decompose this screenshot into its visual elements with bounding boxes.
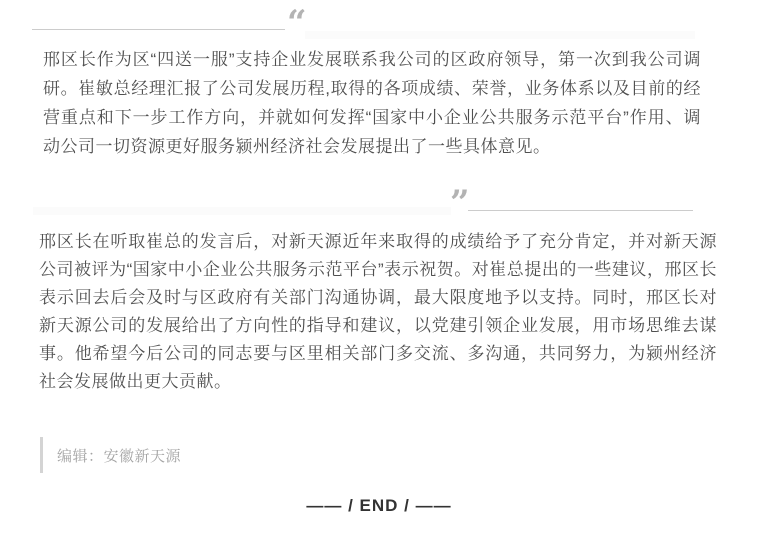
editor-accent-bar: [40, 437, 43, 473]
quote-bottom-faint-band: [33, 207, 451, 215]
quote-top-divider-line: [32, 29, 285, 30]
close-quote-icon: ”: [450, 183, 468, 223]
quote-bottom-divider-line: [468, 210, 693, 211]
quote-top-faint-band: [305, 31, 695, 39]
quote-paragraph: 邢区长作为区“四送一服”支持企业发展联系我公司的区政府领导，第一次到我公司调研。崔敏总经理汇报了公司发展历程,取得的各项成绩、荣誉，业务体系以及目前的经营重点和下一步工作方向，并就如何发挥“国家中小企业公共服务示范平台”作用、调动公司一切资源更好服务颍州经济社会发展提出了一些具体意见。: [43, 50, 701, 156]
open-quote-icon: “: [287, 3, 305, 43]
end-divider: —— / END / ——: [306, 496, 452, 515]
body-paragraph: 邢区长在听取崔总的发言后，对新天源近年来取得的成绩给予了充分肯定，并对新天源公司被评为“国家中小企业公共服务示范平台”表示祝贺。对崔总提出的一些建议，邢区长表示回去后会及时与区政府有关部门沟通协调，最大限度地予以支持。同时，邢区长对新天源公司的发展给出了方向性的指导和建议，以党建引领企业发展，用市场思维去谋事。他希望今后公司的同志要与区里相关部门多交流、多沟通，共同努力，为颍州经济社会发展做出更大贡献。: [39, 232, 717, 391]
editor-label: 编辑：安徽新天源: [57, 447, 182, 465]
editor-credit: [40, 437, 181, 473]
